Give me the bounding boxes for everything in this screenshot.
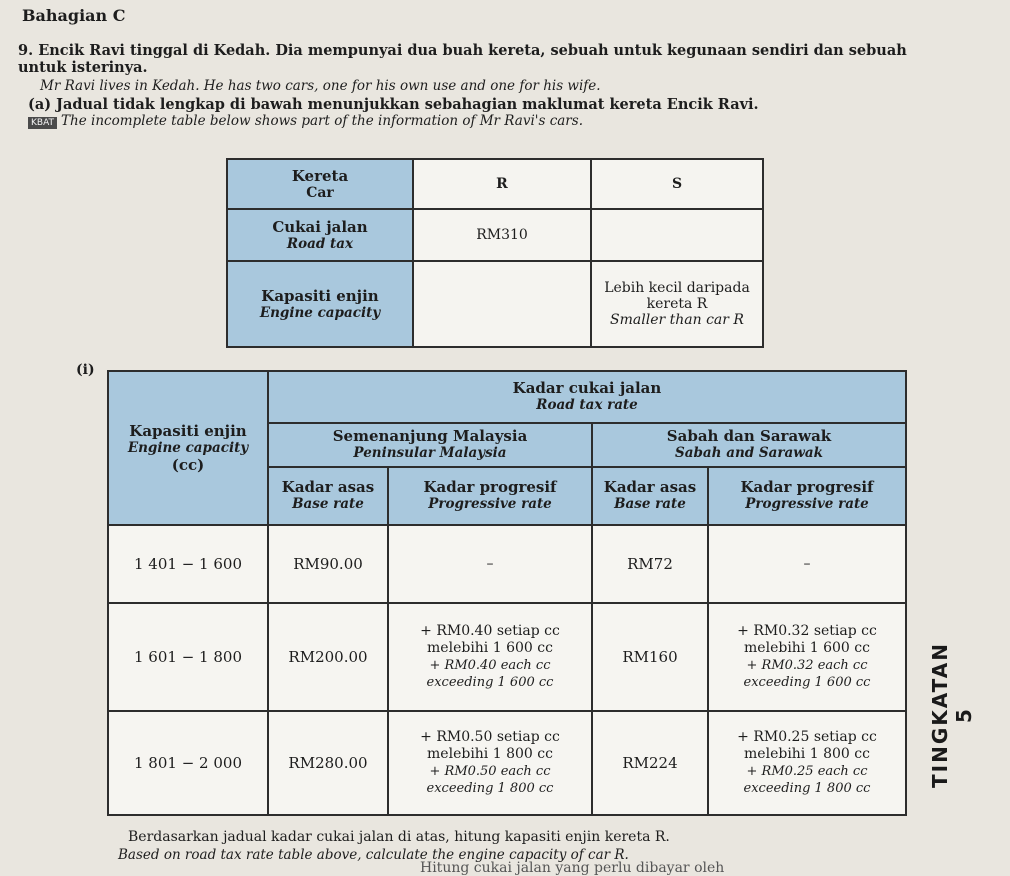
row2-pen-prog-2: melebihi 1 600 cc: [427, 640, 553, 656]
pen-prog-en: Progressive rate: [428, 496, 552, 512]
engine-capacity-s: [591, 261, 763, 347]
row3-pen-prog-en-2: exceeding 1 800 cc: [426, 781, 554, 796]
footer-question-ms: Berdasarkan jadual kadar cukai jalan di atas, hitung kapasiti enjin kereta R.: [128, 829, 670, 845]
row2-pen-progressive: [388, 603, 592, 711]
row3-sab-progressive: [708, 711, 906, 815]
header-car-en: Car: [306, 185, 334, 201]
header-pen-base: [268, 467, 388, 525]
header-capacity-en: Engine capacity: [259, 305, 381, 321]
row3-pen-progressive: [388, 711, 592, 815]
header-road-tax-ms: Cukai jalan: [272, 218, 368, 236]
row1-sab-base: RM72: [592, 525, 708, 603]
header-road-tax-en: Road tax: [286, 236, 354, 252]
footer-question-en: Based on road tax rate table above, calculate the engine capacity of car R.: [118, 847, 629, 863]
row3-pen-prog-2: melebihi 1 800 cc: [427, 746, 553, 762]
footer-cut-text: Hitung cukai jalan yang perlu dibayar oleh: [420, 860, 725, 876]
part-a-english-text: The incomplete table below shows part of the information of Mr Ravi's cars.: [61, 113, 583, 129]
sab-en: Sabah and Sarawak: [675, 445, 823, 461]
row2-pen-prog-en-2: exceeding 1 600 cc: [426, 675, 554, 690]
form-level-tab: TINGKATAN 5: [928, 642, 976, 788]
pen-base-en: Base rate: [292, 496, 364, 512]
capacity-s-en: Smaller than car R: [610, 312, 744, 328]
part-a-english: [28, 113, 583, 129]
kbat-badge: KBAT: [28, 117, 57, 129]
table-row: [108, 603, 906, 711]
row3-sab-prog-1: + RM0.25 setiap cc: [737, 729, 877, 745]
header-engine-capacity: [227, 261, 413, 347]
question-number: 9.: [18, 42, 34, 59]
row2-pen-prog-1: + RM0.40 setiap cc: [420, 623, 560, 639]
pen-prog-ms: Kadar progresif: [423, 478, 557, 496]
header-road-tax-rate: [268, 371, 906, 423]
header-capacity: [108, 371, 268, 525]
sab-ms: Sabah dan Sarawak: [666, 427, 832, 445]
header-capacity-ms: Kapasiti enjin: [261, 287, 379, 305]
sab-base-ms: Kadar asas: [603, 478, 697, 496]
road-tax-r: RM310: [413, 209, 591, 261]
pen-ms: Semenanjung Malaysia: [332, 427, 528, 445]
rate-cap-en: Engine capacity: [127, 439, 249, 456]
row2-pen-prog-en-1: + RM0.40 each cc: [429, 658, 551, 673]
row3-sab-prog-en-2: exceeding 1 800 cc: [743, 781, 871, 796]
row2-sab-prog-en-1: + RM0.32 each cc: [746, 658, 868, 673]
row2-sab-base: RM160: [592, 603, 708, 711]
part-i-label: (i): [76, 362, 95, 378]
row2-sab-prog-en-2: exceeding 1 600 cc: [743, 675, 871, 690]
row1-pen-base: RM90.00: [268, 525, 388, 603]
capacity-s-ms-1: Lebih kecil daripada: [604, 280, 750, 296]
question-9-malay: [18, 42, 918, 76]
column-r: R: [413, 159, 591, 209]
pen-base-ms: Kadar asas: [281, 478, 375, 496]
header-sab-base: [592, 467, 708, 525]
row2-capacity: 1 601 − 1 800: [108, 603, 268, 711]
question-text-ms: Encik Ravi tinggal di Kedah. Dia mempunyai dua buah kereta, sebuah untuk kegunaan sendiri dan sebuah untuk isterinya.: [18, 42, 907, 76]
car-info-table: [226, 158, 764, 348]
row1-sab-progressive: –: [708, 525, 906, 603]
row2-pen-base: RM200.00: [268, 603, 388, 711]
row3-pen-prog-1: + RM0.50 setiap cc: [420, 729, 560, 745]
capacity-s-ms-2: kereta R: [646, 296, 708, 312]
rate-ms: Kadar cukai jalan: [512, 379, 662, 397]
rate-cap-unit: (cc): [171, 455, 205, 474]
column-s: S: [591, 159, 763, 209]
section-title: Bahagian C: [22, 6, 126, 25]
header-sabah-sarawak: [592, 423, 906, 467]
part-a-malay: (a) Jadual tidak lengkap di bawah menunjukkan sebahagian maklumat kereta Encik Ravi.: [28, 96, 759, 113]
sab-prog-ms: Kadar progresif: [740, 478, 874, 496]
header-sab-progressive: [708, 467, 906, 525]
row3-sab-prog-2: melebihi 1 800 cc: [744, 746, 870, 762]
road-tax-s: [591, 209, 763, 261]
header-road-tax: [227, 209, 413, 261]
header-car-ms: Kereta: [291, 167, 349, 185]
row2-sab-prog-1: + RM0.32 setiap cc: [737, 623, 877, 639]
row3-sab-base: RM224: [592, 711, 708, 815]
header-peninsular: [268, 423, 592, 467]
row3-sab-prog-en-1: + RM0.25 each cc: [746, 764, 868, 779]
sab-prog-en: Progressive rate: [745, 496, 869, 512]
question-9-english: Mr Ravi lives in Kedah. He has two cars, one for his own use and one for his wife.: [40, 78, 601, 94]
pen-en: Peninsular Malaysia: [353, 445, 507, 461]
header-pen-progressive: [388, 467, 592, 525]
rate-cap-ms: Kapasiti enjin: [129, 421, 247, 440]
row3-capacity: 1 801 − 2 000: [108, 711, 268, 815]
row3-pen-base: RM280.00: [268, 711, 388, 815]
row1-pen-progressive: –: [388, 525, 592, 603]
row1-capacity: 1 401 − 1 600: [108, 525, 268, 603]
sab-base-en: Base rate: [614, 496, 686, 512]
road-tax-rate-table: [107, 370, 907, 816]
row2-sab-prog-2: melebihi 1 600 cc: [744, 640, 870, 656]
table-row: [108, 525, 906, 603]
header-car: [227, 159, 413, 209]
table-row: [108, 711, 906, 815]
engine-capacity-r: [413, 261, 591, 347]
rate-en: Road tax rate: [536, 397, 638, 413]
row3-pen-prog-en-1: + RM0.50 each cc: [429, 764, 551, 779]
row2-sab-progressive: [708, 603, 906, 711]
